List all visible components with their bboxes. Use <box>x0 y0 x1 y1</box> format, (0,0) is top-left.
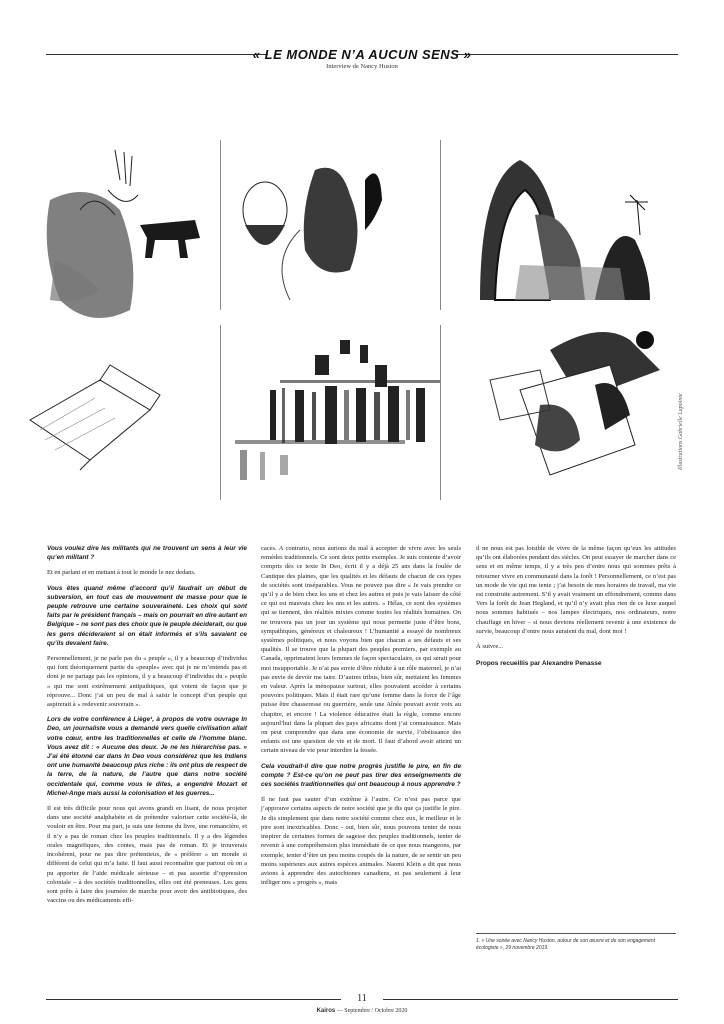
drawing-cave-icon <box>480 160 650 300</box>
text-column-2 <box>261 544 461 893</box>
footnote: 1. « Une soirée avec Nancy Huston, autour de son œuvre et de son engagement écologiste », 29 novembre 2019. <box>476 938 655 951</box>
question-paragraph: Cela voudrait-il dire que notre progrès justifie le pire, en fin de compte ? Est-ce qu’on ne peut pas tirer des enseignements de ces sociétés traditionnelles qui ont beaucoup à nous apprendre ? <box>261 762 461 789</box>
article-title: « LE MONDE N’A AUCUN SENS » <box>252 47 472 62</box>
drawing-book-icon <box>30 325 221 500</box>
question-paragraph: Vous voulez dire les militants qui ne trouvent un sens à leur vie qu’en militant ? <box>47 545 247 562</box>
illustration-credit: Illustrations Gabrielle Lapointe <box>678 393 684 470</box>
answer-paragraph: Il ne faut pas sauter d’un extrême à l’autre. Ce n’est pas parce que j’approuve certains aspects de notre société que je dis que ça justifie le pire. Je dis simplement que dans notre société comme chez eux, le meilleur et le pire sont inextricables. Donc - oui, bien sûr, nous pouvons tenter de nous inspirer de certaines formes de sagesse des peuples traditionnels, tenter de revenir à une compréhension plus immédiate de ce que nous mangeons, par exemple, tenter d’être un peu moins coupés de la nature, de se sentir un peu moins supérieurs aux autres espèces animales. Naomi Klein a dit que nous avions à apprendre des autochtones canadiens, et pas seulement à leur infliger nos « progrès », mais <box>261 796 461 887</box>
drawing-faces-icon <box>243 140 441 310</box>
page-number: 11 <box>357 993 367 1004</box>
issue-date: — Septembre / Octobre 2020 <box>335 1008 408 1014</box>
illustration <box>20 140 670 520</box>
answer-paragraph: Il est très difficile pour nous qui avons grandi en lisant, de nous projeter dans une société analphabète et de prétendre valoriser cette société-là, de vouloir en être. Pour ma part, je suis une femme du livre, une romancière, et il n’y a pas de roman chez les peuples traditionnels. Il y a des légendes orales magnifiques, des contes, mais pas de roman. Et je trouverais incohérent, pour ne pas dire prétentieux, de « préférer » un monde si différent de celui qui m’a faite. Il faut aussi reconnaître que partout où on a pu apporter de l’aide médicale sérieuse – et pas assortie d’oppression coloniale – à des sociétés traditionnelles, elles ont été preneuses. Les gens sont prêts à faire des journées de marche pour avoir des antibiotiques, des vaccins ou des médicaments effi- <box>47 805 247 905</box>
answer-paragraph: il ne nous est pas loisible de vivre de la même façon qu’eux les attitudes qu’ils ont élaborées pendant des siècles. On peut essayer de marcher dans ce sens et en même temps, il y a très peu d’entre nous qui sommes prêts à retourner vivre en communauté dans la forêt ! Personnellement, ce n’est pas un mode de vie qui me tente ; j’ai besoin de mes horaires de travail, ma vie est construite autrement. S’il y avait vraiment un effondrement, comme dans Vers la forêt de Jean Hegland, et qu’il n’y avait plus rien de ce luxe auquel nous sommes habitués – nos lampes électriques, nos ordinateurs, notre chauffage en hiver – si nous devions réellement revenir à une existence de survie, beaucoup d’entre nous auraient du mal, dont moi ! <box>476 545 676 635</box>
author-signature: Propos recueillis par Alexandre Penasse <box>476 660 602 668</box>
answer-paragraph: caces. A contrario, nous aurions du mal à accepter de vivre avec les seuls remèdes traditionnels. Ce sont deux petits exemples. Je suis contente d’avoir compris dès ce texte In Deo, écrit il y a déjà 25 ans dans la foulée de Cantique des plaines, que les qualités et les défauts de chacun de ces types de sociétés sont inséparables. Vous ne pouvez pas dire « Je vais prendre ce qu’il y a de bien chez les uns et chez les autres et puis je vais laisser de côté ce qui est mauvais chez les uns et les autres. » Hélas, ce sont des systèmes qui se tiennent, des réalités mixtes comme toutes les réalités humaines. On ne trouvera pas un jour un système qui nous permette juste d’être bons, sympathiques, généreux et chaleureux ! L’humanité a essayé de nombreux systèmes politiques, et nous voyons bien que chacun a ses défauts et ses qualités. Il se trouve que la plupart des peuples premiers, par exemple au Canada, opprimaient leurs femmes de façon spectaculaire, ce qui serait pour moi insupportable. Je n’ai pas envie d’être réduite à un rôle maternel, je n’ai pas envie de devoir me taire. D’autres tribus, bien sûr, mettaient les femmes en valeur. Après la ménopause surtout, elles pouvaient accéder à certains pouvoirs politiques. Mais il était rare qu’une femme dans la force de l’âge puisse être chasseresse ou guerrière, seule une Aînée pouvait avoir voix au chapitre, et encore ! La violence éducative était la règle, comme encore aujourd’hui dans la plupart des pays africains dont j’ai connaissance. Mais on peut comprendre que dans une économie de survie, l’obéissance des enfants est une question de vie et de mort. Il faut d’abord avoir atteint un certain niveau de vie pour interdire la fessée. <box>261 545 461 755</box>
question-paragraph: Lors de votre conférence à Liège¹, à propos de votre ouvrage In Deo, un journaliste vous a demandé vers quelle civilisation allait votre cœur, entre les traditionnelles et celle de l’homme blanc. Vous avez dit : « Aucune des deux. Je ne les hiérarchise pas. » J’ai été étonné car dans In Deo vous considérez que les Indiens ont une humanité beaucoup plus riche : ils ont plus de respect de la terre, de la nature, de l’autre que dans notre société occidentale qui, comme vous le dites, a engendré Mozart et Michel-Ange mais aussi la colonisation et les guerres... <box>47 716 247 797</box>
answer-paragraph: Et en parlant et en mettant à tout le monde le nez dedans. <box>47 569 196 577</box>
footnote-rule <box>476 933 676 934</box>
drawing-figure-dog-icon <box>47 140 221 318</box>
drawing-collage-icon <box>490 331 660 475</box>
question-paragraph: Vous êtes quand même d’accord qu’il faudrait un début de subversion, en tout cas de mouvement de masse pour que le peuple retrouve une certaine souveraineté. Les choix qui sont faits par le président français – mais on pourrait en dire autant en Belgique – ne sont pas des choix que le peuple déciderait, ou que les gens décideraient si on était informés et s’ils savaient ce qu’ils devaient faire. <box>47 584 247 647</box>
publication-name: Kairos <box>316 1008 336 1014</box>
answer-paragraph: Personnellement, je ne parle pas du « peuple », il y a beaucoup d’individus qui font théoriquement partie du «peuple» avec qui je ne m’entends pas et dont je ne partage pas les opinions, il y a beaucoup d’individus du « peuple » qui me sont extrêmement antipathiques, qui votent de façon que je réprouve... Donc j’ai un peu de mal à saisir le concept d’un peuple qui aspirerait à « redevenir souverain ». <box>47 655 247 709</box>
to-be-continued: À suivre... <box>476 643 504 651</box>
drawing-glitch-icon <box>235 325 441 500</box>
text-column-1 <box>47 544 247 911</box>
text-column-3 <box>476 544 676 674</box>
footer-line <box>0 1008 724 1014</box>
article-subtitle: Interview de Nancy Huston <box>326 63 398 70</box>
